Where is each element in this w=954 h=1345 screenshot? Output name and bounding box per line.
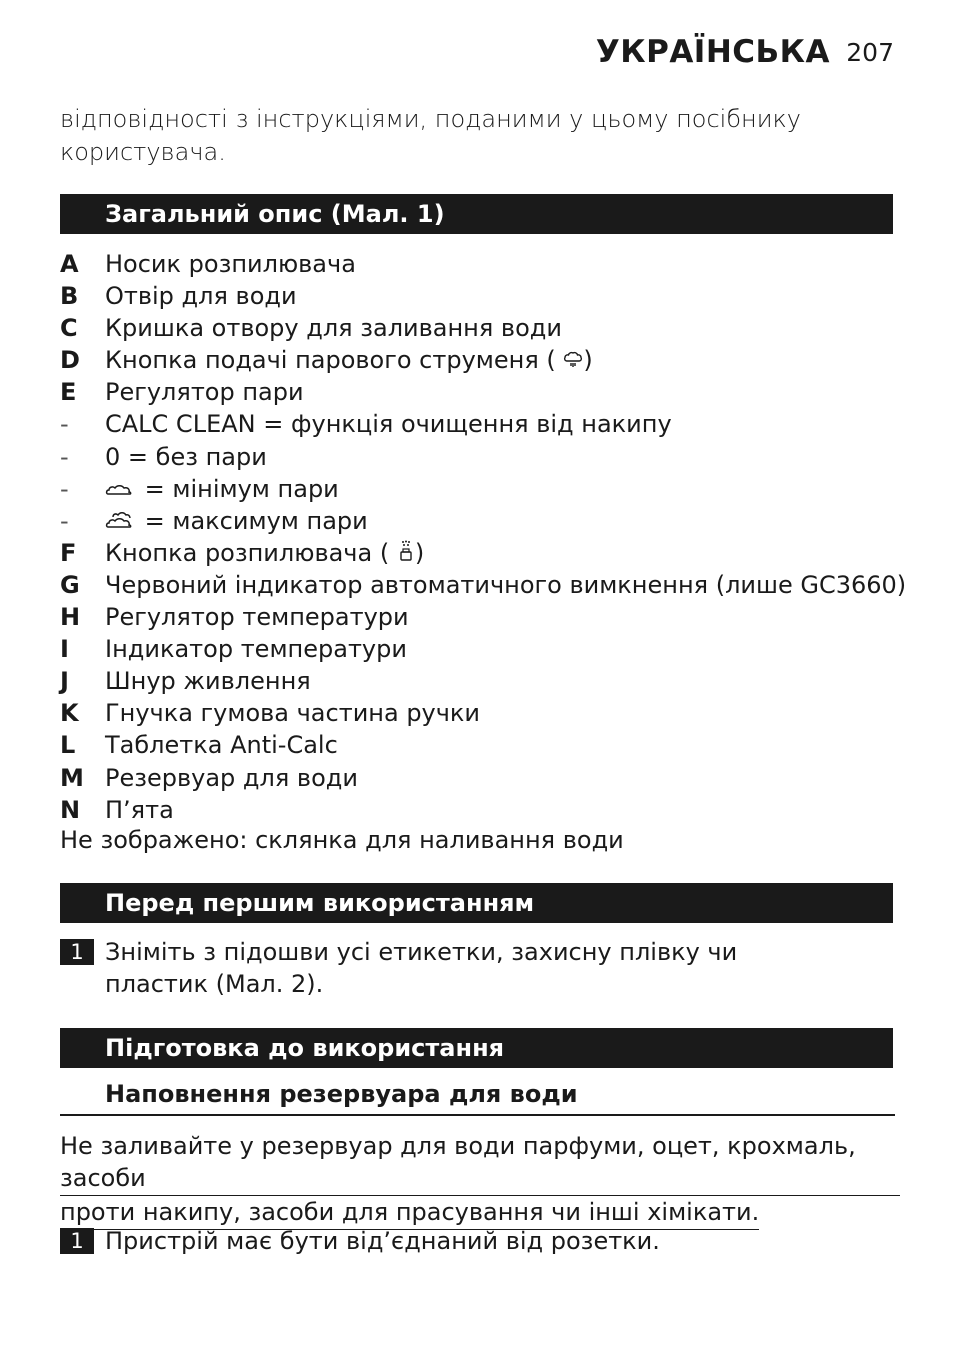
list-item <box>60 376 900 408</box>
section-bar-general-description: Загальний опис (Мал. 1) <box>60 194 893 234</box>
item-key: G <box>60 570 80 599</box>
warning-line-2: проти накипу, засоби для прасування чи інші хімікати. <box>60 1196 759 1230</box>
list-item <box>60 537 900 569</box>
item-text-before: Кнопка розпилювача ( <box>105 538 397 567</box>
subheading-rule <box>60 1114 895 1116</box>
step-text: Пристрій має бути від’єднаний від розетки. <box>105 1227 660 1255</box>
item-text: Червоний індикатор автоматичного вимкнення (лише GC3660) <box>105 570 907 599</box>
item-key: L <box>60 731 76 760</box>
warning-text <box>60 1130 900 1230</box>
section-bar-preparing: Підготовка до використання <box>60 1028 893 1068</box>
step-number: 1 <box>60 939 94 965</box>
list-item <box>60 505 900 537</box>
item-text: Отвір для води <box>105 282 297 311</box>
item-text: Резервуар для води <box>105 763 358 792</box>
steam-shot-icon <box>563 345 583 377</box>
section-bar-before-first-use: Перед першим використанням <box>60 883 893 923</box>
step-text: Зніміть з підошви усі етикетки, захисну плівку чи пластик (Мал. 2). <box>105 938 738 998</box>
item-key: H <box>60 603 81 632</box>
item-text: Індикатор температури <box>105 635 407 664</box>
list-item <box>60 473 900 505</box>
item-key: D <box>60 346 80 375</box>
item-text: Гнучка гумова частина ручки <box>105 699 481 728</box>
list-item <box>60 601 900 633</box>
item-text: Шнур живлення <box>105 667 311 696</box>
item-text-after: = максимум пари <box>137 506 368 535</box>
not-shown-note: Не зображено: склянка для наливання води <box>60 826 624 854</box>
item-key: M <box>60 763 84 792</box>
item-text: Регулятор пари <box>105 378 304 407</box>
item-key: I <box>60 635 69 664</box>
item-key: J <box>60 667 69 696</box>
list-item <box>60 762 900 794</box>
item-key: E <box>60 378 77 407</box>
page-number: 207 <box>846 38 894 67</box>
item-text-after: = мінімум пари <box>137 474 339 503</box>
step-number: 1 <box>60 1228 94 1254</box>
item-text: CALC CLEAN = функція очищення від накипу <box>105 410 672 439</box>
item-text <box>105 473 339 506</box>
list-item <box>60 248 900 280</box>
item-key: - <box>60 506 69 535</box>
item-text: Кришка отвору для заливання води <box>105 314 562 343</box>
language-header: УКРАЇНСЬКА <box>595 34 830 70</box>
item-text <box>105 344 593 377</box>
list-item <box>60 280 900 312</box>
subheading-filling-tank: Наповнення резервуара для води <box>105 1080 578 1108</box>
item-key: A <box>60 250 79 278</box>
item-text: Носик розпилювача <box>105 250 356 278</box>
item-text: Таблетка Anti-Calc <box>105 731 338 760</box>
item-key: - <box>60 474 69 503</box>
item-key: - <box>60 442 69 471</box>
item-text-after: ) <box>583 346 593 375</box>
list-item <box>60 633 900 665</box>
item-key: - <box>60 410 69 439</box>
list-item <box>60 312 900 344</box>
item-text <box>105 537 424 570</box>
spray-icon <box>397 538 415 570</box>
item-key: F <box>60 538 77 567</box>
parts-list <box>60 248 907 826</box>
warning-line-1: Не заливайте у резервуар для води парфуми, оцет, крохмаль, засоби <box>60 1130 900 1196</box>
list-item <box>60 794 900 826</box>
item-key: K <box>60 699 79 728</box>
list-item <box>60 697 900 729</box>
item-text-before: Кнопка подачі парового струменя ( <box>105 346 564 375</box>
maximum-steam-icon <box>105 506 137 538</box>
list-item <box>60 441 900 473</box>
item-text: П’ята <box>105 795 174 824</box>
item-key: C <box>60 314 78 343</box>
minimum-steam-icon <box>105 474 137 506</box>
list-item <box>60 729 900 761</box>
intro-paragraph: відповідності з інструкціями, поданими у цьому посібнику користувача. <box>60 105 801 166</box>
list-item <box>60 408 900 440</box>
item-text-after: ) <box>414 538 425 567</box>
list-item <box>60 344 900 376</box>
list-item <box>60 665 900 697</box>
item-key: B <box>60 282 79 311</box>
item-text: Регулятор температури <box>105 603 409 632</box>
item-text: 0 = без пари <box>105 442 267 471</box>
item-key: N <box>60 795 81 824</box>
list-item <box>60 569 907 601</box>
item-text <box>105 505 368 538</box>
